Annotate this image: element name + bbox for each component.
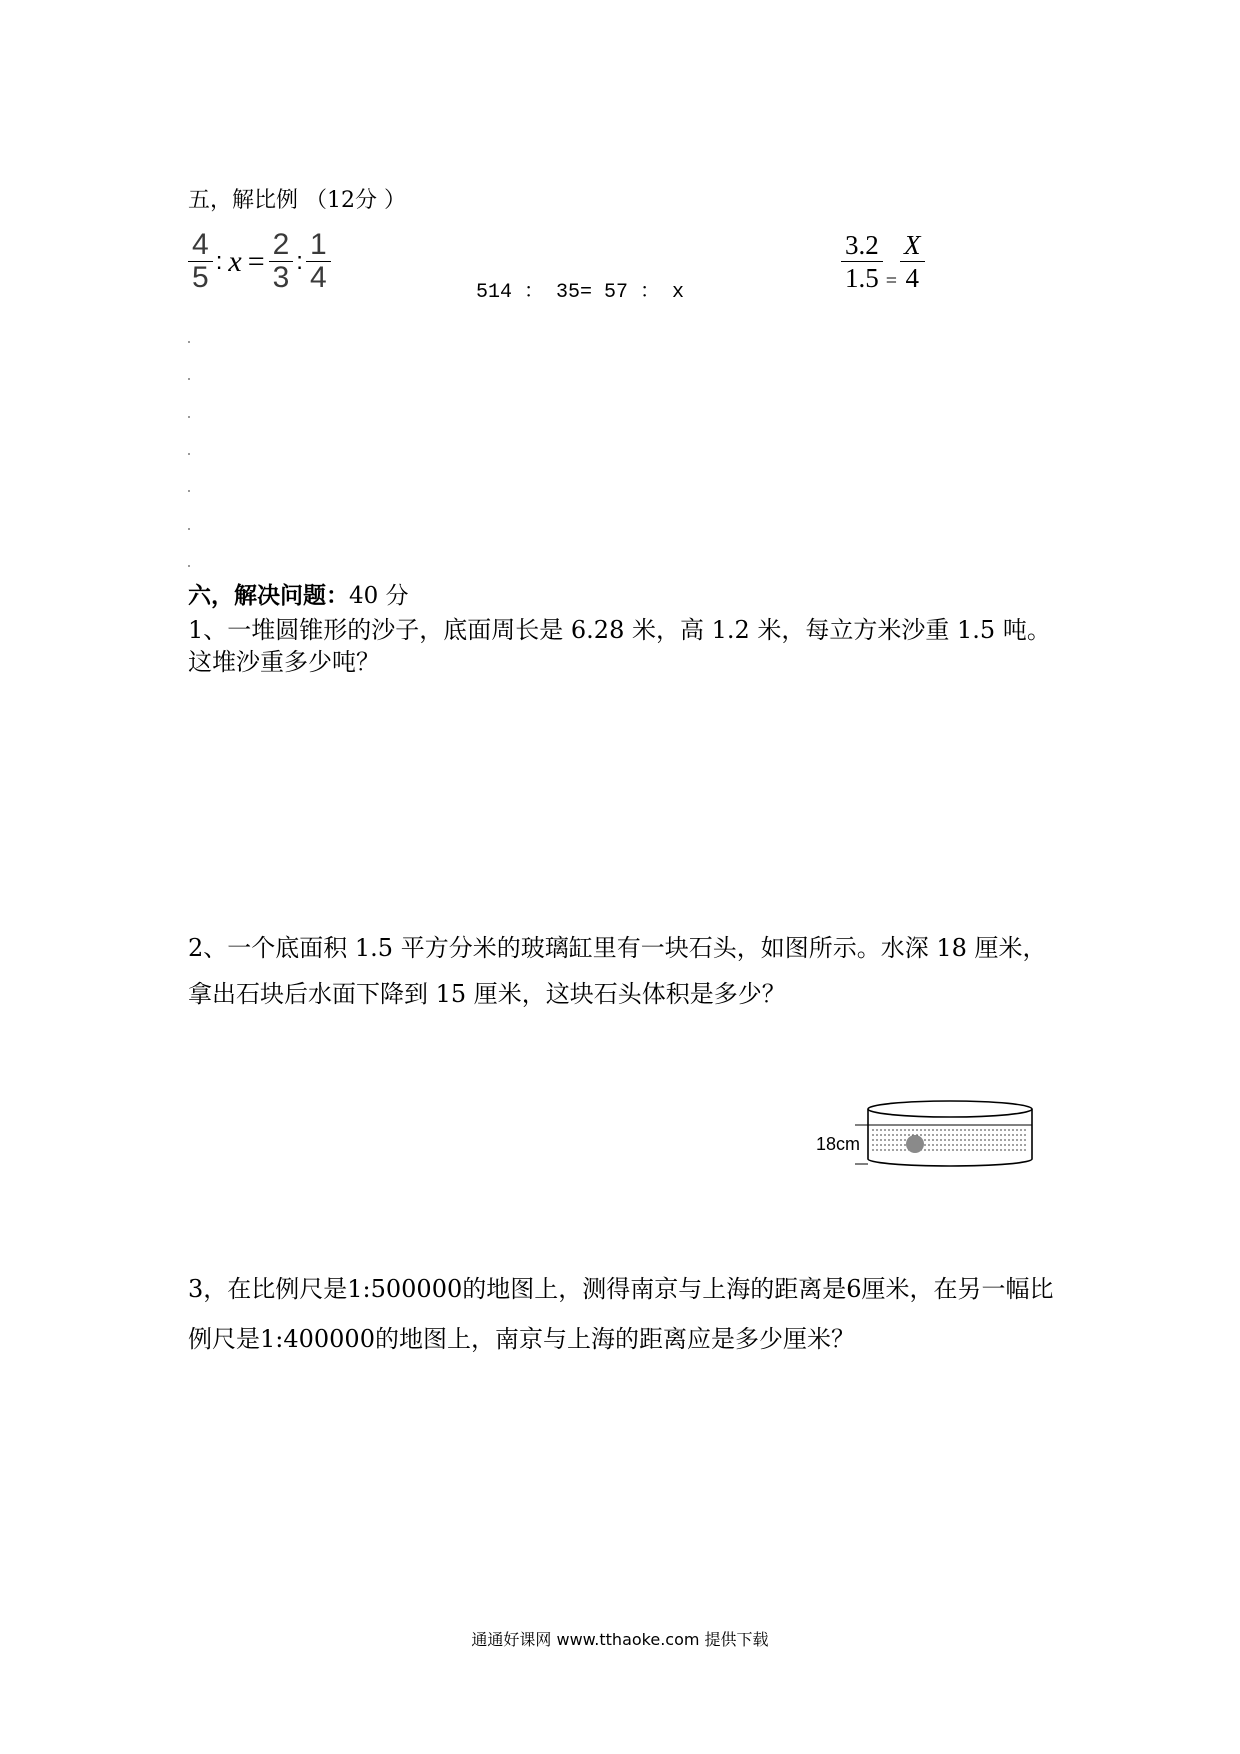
unknown-variable: x (228, 244, 242, 278)
margin-dot (188, 416, 190, 418)
fraction-denominator: 4 (309, 261, 327, 294)
ratio-colon: : (296, 247, 303, 275)
page-footer: 通通好课网 www.tthaoke.com 提供下载 (471, 1630, 769, 1649)
fraction-b (269, 229, 294, 294)
section-6-heading-title: 六，解决问题： (188, 582, 349, 609)
fraction-numerator: 1 (306, 229, 331, 262)
fraction-numerator: 4 (188, 229, 213, 262)
question-1-line-2: 这堆沙重多少吨？ (188, 648, 380, 676)
fraction-numerator: 3.2 (841, 229, 883, 262)
tank-bottom-rim (868, 1159, 1032, 1166)
fraction-numerator: 2 (269, 229, 294, 262)
margin-dot (188, 341, 190, 343)
fraction-denominator: 5 (192, 261, 209, 294)
fraction-denominator: 1.5 (845, 263, 879, 293)
fraction-right (900, 229, 925, 294)
margin-dot (188, 565, 190, 567)
margin-dot (188, 490, 190, 492)
question-1-line-1: 1、一堆圆锥形的沙子，底面周长是 6.28 米，高 1.2 米，每立方米沙重 1.5 吨。 (188, 616, 1051, 644)
margin-dot (188, 528, 190, 530)
fraction-denominator: 4 (905, 263, 920, 293)
question-2-line-1: 2、一个底面积 1.5 平方分米的玻璃缸里有一块石头，如图所示。水深 18 厘米， (188, 934, 1047, 962)
fraction-left (841, 229, 883, 294)
margin-dot (188, 453, 190, 455)
proportion-equation-3 (841, 229, 925, 294)
fraction-a (188, 229, 213, 294)
question-2-line-2: 拿出石块后水面下降到 15 厘米，这块石头体积是多少？ (188, 980, 786, 1008)
fraction-numerator: X (900, 229, 925, 262)
stone (906, 1135, 924, 1153)
equals-sign: = (247, 244, 265, 278)
fraction-denominator: 3 (272, 261, 290, 294)
question-3-line-1: 3，在比例尺是1:500000的地图上，测得南京与上海的距离是6厘米，在另一幅比 (188, 1275, 1054, 1303)
section-5-heading: 五，解比例 （12分 ） (188, 188, 406, 213)
margin-dot (188, 378, 190, 380)
fraction-c (306, 229, 331, 294)
section-6-heading (188, 582, 409, 610)
tank-top-rim (868, 1101, 1032, 1117)
ratio-colon: : (215, 247, 223, 275)
proportion-equation-1 (188, 229, 331, 294)
question-3-line-2: 例尺是1:400000的地图上，南京与上海的距离应是多少厘米？ (188, 1325, 855, 1353)
proportion-equation-2: 514 ： 35= 57 ： x (476, 281, 685, 304)
equals-sign: = (885, 270, 898, 292)
section-6-heading-score: 40 分 (349, 583, 409, 609)
water-depth-label: 18cm (816, 1134, 861, 1154)
